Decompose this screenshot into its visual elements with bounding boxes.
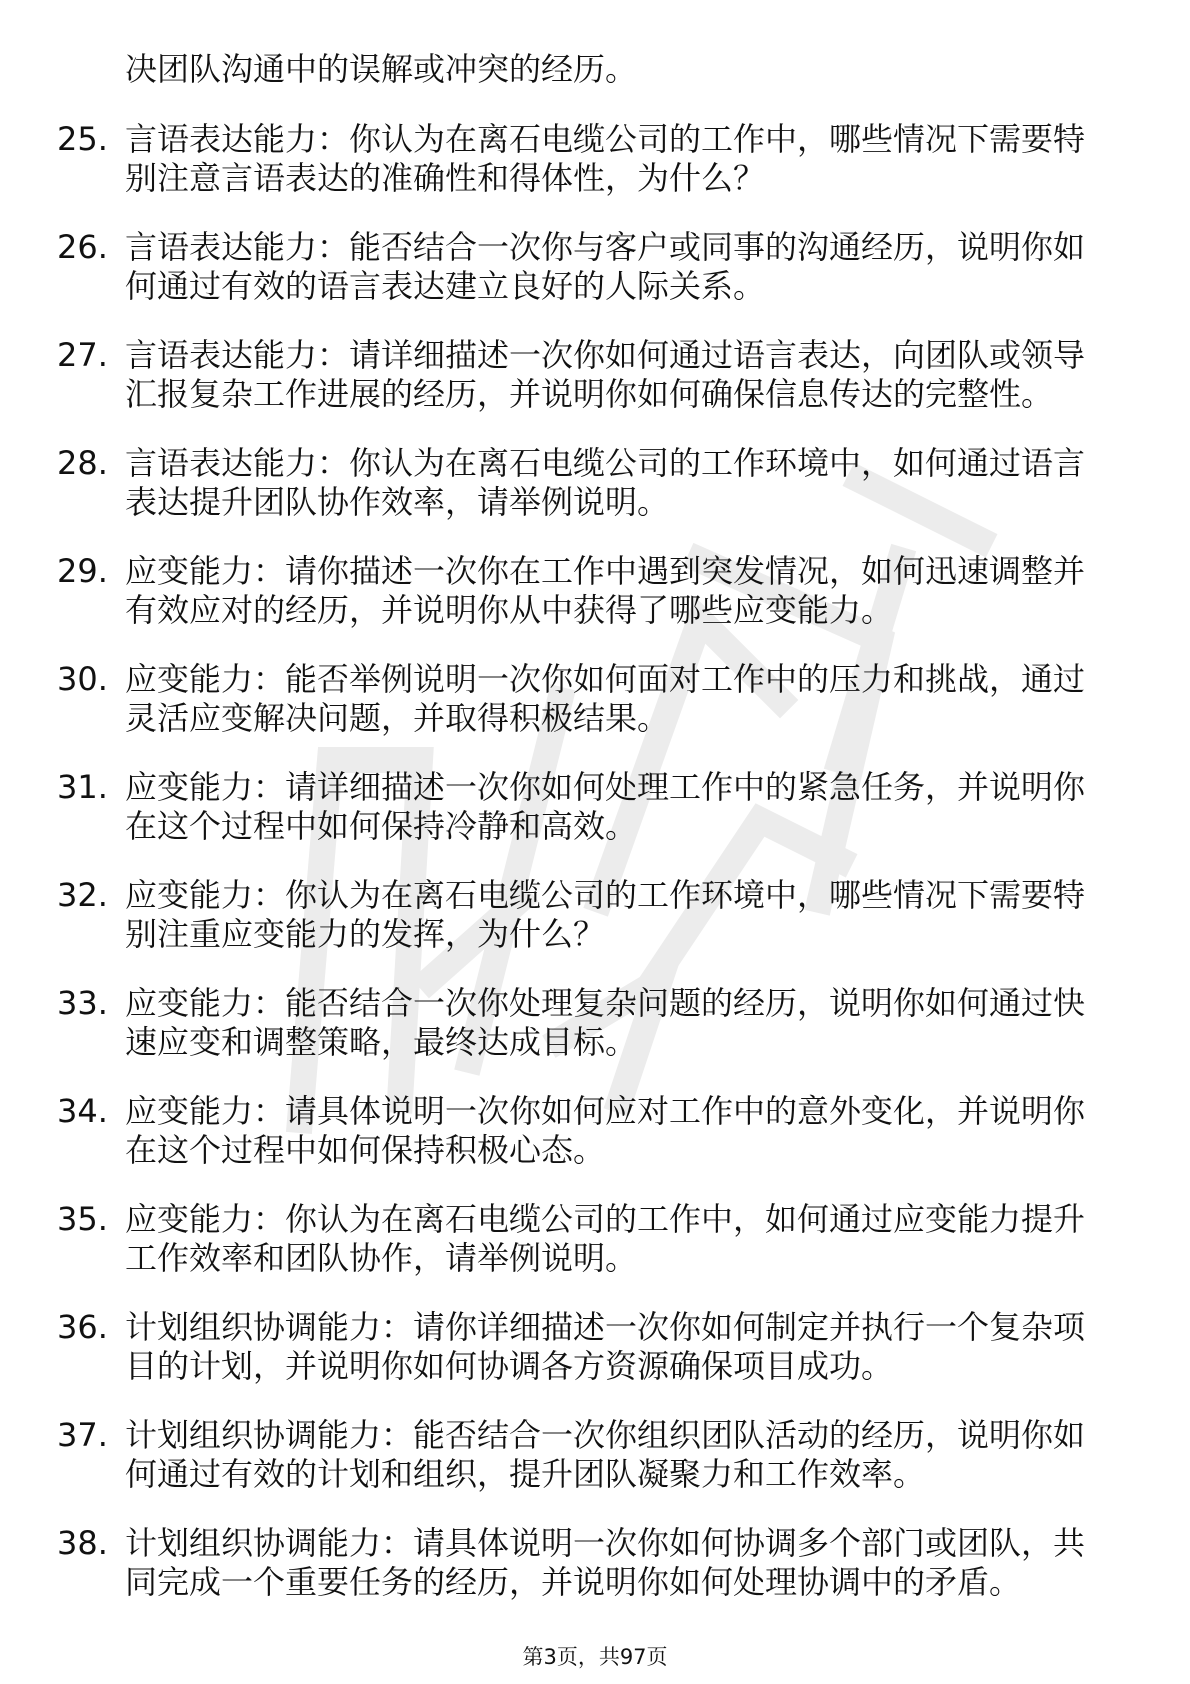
question-text: 应变能力：能否举例说明一次你如何面对工作中的压力和挑战，通过灵活应变解决问题，并取得积极结果。 bbox=[125, 660, 1086, 737]
question-number: 37. bbox=[57, 1416, 108, 1454]
question-text: 计划组织协调能力：请具体说明一次你如何协调多个部门或团队，共同完成一个重要任务的经历，并说明你如何处理协调中的矛盾。 bbox=[125, 1524, 1086, 1601]
question-text: 应变能力：请详细描述一次你如何处理工作中的紧急任务，并说明你在这个过程中如何保持冷静和高效。 bbox=[125, 768, 1086, 845]
question-list bbox=[57, 120, 1107, 1602]
question-item bbox=[57, 120, 1107, 198]
question-text: 应变能力：能否结合一次你处理复杂问题的经历，说明你如何通过快速应变和调整策略，最终达成目标。 bbox=[125, 984, 1086, 1061]
question-text: 言语表达能力：你认为在离石电缆公司的工作环境中，如何通过语言表达提升团队协作效率，请举例说明。 bbox=[125, 444, 1086, 521]
question-number: 36. bbox=[57, 1308, 108, 1346]
question-item bbox=[57, 1200, 1107, 1278]
question-number: 32. bbox=[57, 876, 108, 914]
question-number: 28. bbox=[57, 444, 108, 482]
question-number: 25. bbox=[57, 120, 108, 158]
question-item bbox=[57, 1524, 1107, 1602]
continued-text: 决团队沟通中的误解或冲突的经历。 bbox=[125, 50, 638, 88]
question-text: 言语表达能力：能否结合一次你与客户或同事的沟通经历，说明你如何通过有效的语言表达建立良好的人际关系。 bbox=[125, 228, 1086, 305]
question-text: 计划组织协调能力：请你详细描述一次你如何制定并执行一个复杂项目的计划，并说明你如何协调各方资源确保项目成功。 bbox=[125, 1308, 1086, 1385]
question-item bbox=[57, 552, 1107, 630]
question-item bbox=[57, 1416, 1107, 1494]
question-text: 应变能力：你认为在离石电缆公司的工作中，如何通过应变能力提升工作效率和团队协作，请举例说明。 bbox=[125, 1200, 1086, 1277]
question-number: 26. bbox=[57, 228, 108, 266]
question-number: 29. bbox=[57, 552, 108, 590]
question-text: 应变能力：请具体说明一次你如何应对工作中的意外变化，并说明你在这个过程中如何保持积极心态。 bbox=[125, 1092, 1086, 1169]
page-footer: 第3页，共97页 bbox=[522, 1645, 668, 1669]
question-text: 应变能力：你认为在离石电缆公司的工作环境中，哪些情况下需要特别注重应变能力的发挥，为什么？ bbox=[125, 876, 1086, 953]
question-number: 35. bbox=[57, 1200, 108, 1238]
document-body bbox=[57, 50, 1107, 1632]
question-number: 33. bbox=[57, 984, 108, 1022]
question-item bbox=[57, 768, 1107, 846]
question-number: 34. bbox=[57, 1092, 108, 1130]
question-text: 言语表达能力：请详细描述一次你如何通过语言表达，向团队或领导汇报复杂工作进展的经历，并说明你如何确保信息传达的完整性。 bbox=[125, 336, 1086, 413]
question-item bbox=[57, 1308, 1107, 1386]
question-number: 27. bbox=[57, 336, 108, 374]
question-number: 30. bbox=[57, 660, 108, 698]
question-item bbox=[57, 660, 1107, 738]
question-text: 言语表达能力：你认为在离石电缆公司的工作中，哪些情况下需要特别注意言语表达的准确性和得体性，为什么？ bbox=[125, 120, 1086, 197]
question-item bbox=[57, 444, 1107, 522]
question-text: 计划组织协调能力：能否结合一次你组织团队活动的经历，说明你如何通过有效的计划和组织，提升团队凝聚力和工作效率。 bbox=[125, 1416, 1086, 1493]
question-number: 38. bbox=[57, 1524, 108, 1562]
question-item bbox=[57, 876, 1107, 954]
question-item bbox=[57, 228, 1107, 306]
question-number: 31. bbox=[57, 768, 108, 806]
question-item bbox=[57, 984, 1107, 1062]
question-text: 应变能力：请你描述一次你在工作中遇到突发情况，如何迅速调整并有效应对的经历，并说明你从中获得了哪些应变能力。 bbox=[125, 552, 1086, 629]
question-item bbox=[57, 336, 1107, 414]
question-item bbox=[57, 1092, 1107, 1170]
